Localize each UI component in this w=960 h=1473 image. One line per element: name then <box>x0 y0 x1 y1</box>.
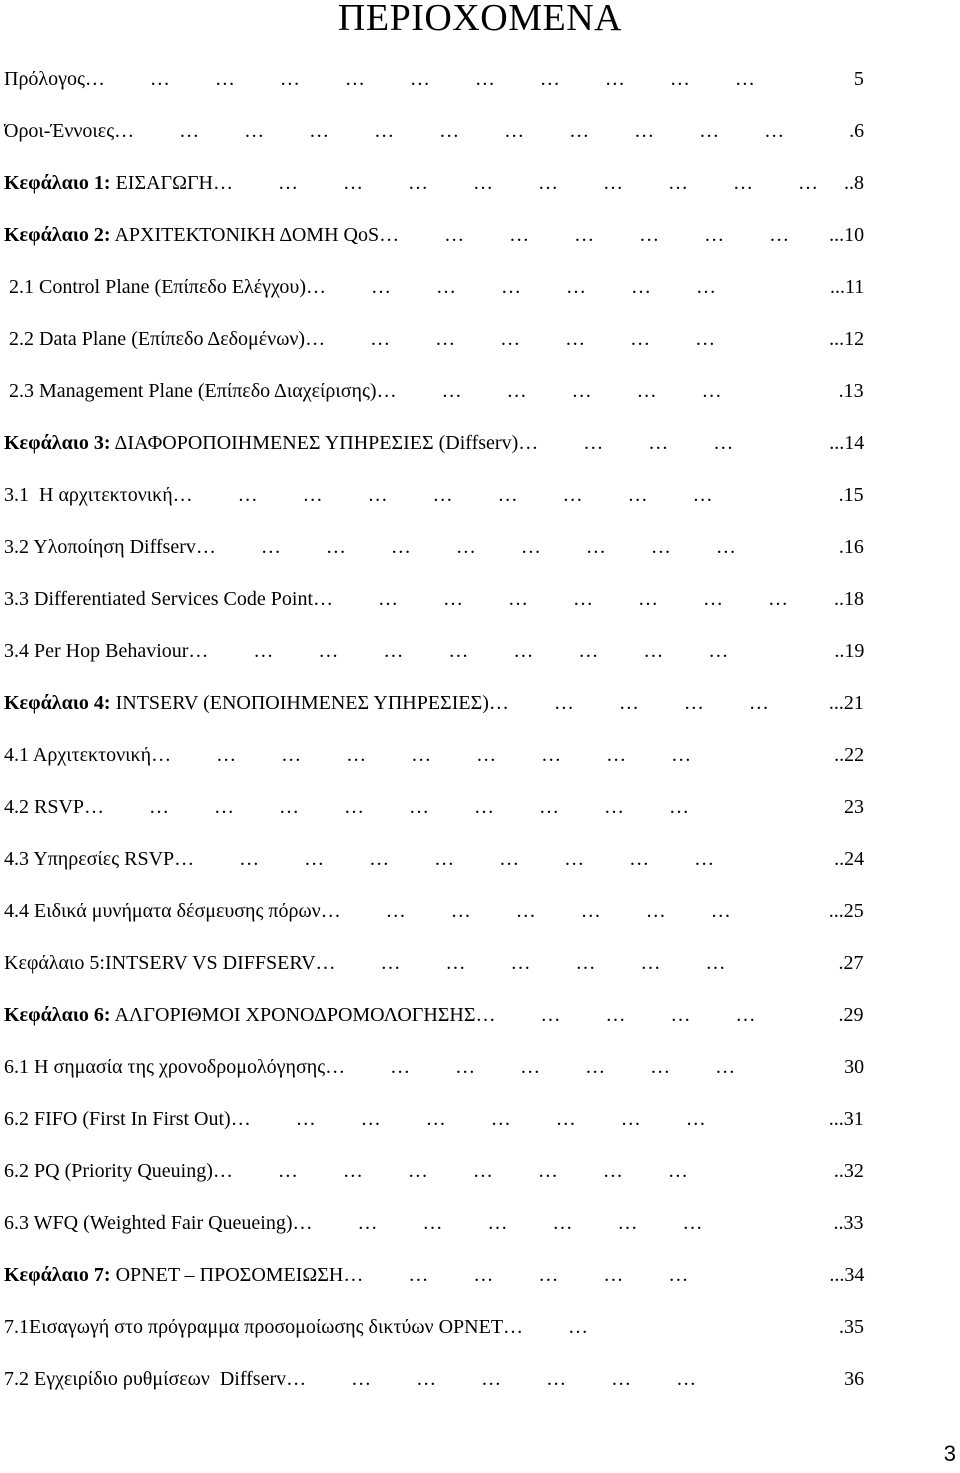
toc-entry-label <box>4 584 313 614</box>
toc-entry-label <box>4 636 188 666</box>
toc-entry-title: Όροι-Έννοιες <box>4 120 115 142</box>
toc-entry-title: 7.2 Εγχειρίδιο ρυθμίσεων Diffserv <box>4 1368 287 1390</box>
toc-entry-title: 6.1 Η σημασία της χρονοδρομολόγησης <box>4 1056 326 1078</box>
toc-chapter-prefix: Κεφάλαιο 4: <box>4 692 111 714</box>
toc-leader-dots: … … … … … … … … … <box>195 536 736 558</box>
toc-leader-dots: … … … … … … … <box>305 328 716 350</box>
toc-entry <box>4 1052 872 1082</box>
toc-page-number: ...25 <box>828 900 864 922</box>
toc-leader-dots: … … … … … … … … … <box>174 848 715 870</box>
toc-entry <box>4 116 872 146</box>
toc-chapter-prefix: Κεφάλαιο 2: <box>4 224 111 246</box>
toc-chapter-prefix: Κεφάλαιο 3: <box>4 432 111 454</box>
toc-entry <box>4 1104 872 1134</box>
toc-entry-label <box>4 116 114 146</box>
toc-entry <box>4 428 872 458</box>
toc-page-number: ..22 <box>834 744 865 766</box>
toc-entry-title: ΔΙΑΦΟΡΟΠΟΙΗΜΕΝΕΣ ΥΠΗΡΕΣΙΕΣ (Diffserv) <box>110 432 519 454</box>
toc-entry-title: 6.2 PQ (Priority Queuing) <box>4 1160 213 1182</box>
toc-entry <box>4 688 872 718</box>
toc-entry <box>4 1208 872 1238</box>
toc-page-number: ..19 <box>834 640 865 662</box>
toc-entry-title: 3.2 Υλοποίηση Diffserv <box>4 536 196 558</box>
toc-entry-title: 2.1 Control Plane (Επίπεδο Ελέγχου) <box>4 276 306 298</box>
toc-leader-dots: … … … … … … … … <box>313 588 789 610</box>
toc-entry-label <box>4 1208 293 1238</box>
toc-leader-dots: … … … … … … … <box>315 952 726 974</box>
toc-entry-label <box>4 1156 213 1186</box>
toc-entry-label <box>4 376 377 406</box>
toc-entry-title: 6.2 FIFO (First In First Out) <box>4 1108 231 1130</box>
toc-entry-title: 3.4 Per Hop Behaviour <box>4 640 189 662</box>
toc-entry-title: 2.2 Data Plane (Επίπεδο Δεδομένων) <box>4 328 306 350</box>
toc-entry <box>4 64 872 94</box>
toc-leader-dots: … … … … … … … … … … <box>213 172 818 194</box>
toc-entry <box>4 740 872 770</box>
toc-page-number: ...31 <box>828 1108 864 1130</box>
toc-entry-label <box>4 1364 286 1394</box>
toc-entry-label <box>4 428 518 458</box>
toc-entry <box>4 948 872 978</box>
toc-leader-dots: … … … … … … … … … … … <box>84 68 755 90</box>
toc-leader-dots: … … … … … <box>488 692 769 714</box>
toc-page-number: .6 <box>849 120 865 142</box>
toc-leader-dots: … … … … … … <box>343 1264 689 1286</box>
toc-page-number: .15 <box>838 484 864 506</box>
toc-leader-dots: … … … … … … … <box>292 1212 703 1234</box>
toc-leader-dots: … … … … … … … … … <box>188 640 729 662</box>
toc-entry-title: INTSERV (ΕΝΟΠΟΙΗΜΕΝΕΣ ΥΠΗΡΕΣΙΕΣ) <box>110 692 489 714</box>
toc-chapter-prefix: Κεφάλαιο 1: <box>4 172 111 194</box>
toc-entry <box>4 376 872 406</box>
toc-leader-dots: … … … … … <box>475 1004 756 1026</box>
toc-entry-label <box>4 844 174 874</box>
toc-leader-dots: … … … … … … … … … <box>151 744 692 766</box>
page-number: 3 <box>943 1441 956 1466</box>
toc-entry-label <box>4 168 213 198</box>
toc-leader-dots: … … <box>503 1316 589 1338</box>
toc-entry-label <box>4 1312 503 1342</box>
toc-leader-dots: … … … … … … … <box>325 1056 736 1078</box>
toc-entry-title: 4.4 Ειδικά μυνήματα δέσμευσης πόρων <box>4 900 321 922</box>
toc-page-number: .35 <box>839 1316 865 1338</box>
toc-page-number: .29 <box>838 1004 864 1026</box>
toc-entry-title: 4.3 Υπηρεσίες RSVP <box>4 848 175 870</box>
toc-entry-label <box>4 896 321 926</box>
toc-entry <box>4 636 872 666</box>
toc-entry-label <box>4 324 305 354</box>
toc-leader-dots: … … … … … … … <box>286 1368 697 1390</box>
toc-entry-title: ΕΙΣΑΓΩΓΗ <box>110 172 213 194</box>
toc-page-number: ..24 <box>834 848 865 870</box>
toc-leader-dots: … … … … … … <box>376 380 722 402</box>
toc-entry <box>4 480 872 510</box>
toc-entry-label <box>4 220 379 250</box>
toc-leader-dots: … … … … … … … … <box>212 1160 688 1182</box>
toc-entry-title: OPNET – ΠΡΟΣΟΜΕΙΩΣΗ <box>110 1264 344 1286</box>
toc-entry-title: 7.1Εισαγωγή στο πρόγραμμα προσομοίωσης δικτύων OPNET <box>4 1316 504 1338</box>
toc-entry-label <box>4 948 316 978</box>
toc-entry-label <box>4 480 173 510</box>
toc-page-number: .27 <box>838 952 864 974</box>
toc-entry <box>4 1312 872 1342</box>
toc-entry <box>4 1364 872 1394</box>
toc-entry-title: 3.3 Differentiated Services Code Point <box>4 588 314 610</box>
toc-leader-dots: … … … … … … … <box>379 224 790 246</box>
toc-entry <box>4 1000 872 1030</box>
toc-entry-title: ΑΛΓΟΡΙΘΜΟΙ ΧΡΟΝΟΔΡΟΜΟΛΟΓΗΣΗΣ <box>110 1004 476 1026</box>
toc-entry-label <box>4 532 196 562</box>
toc-entry-label <box>4 792 84 822</box>
toc-entry-label <box>4 1052 325 1082</box>
toc-entry-title: Κεφάλαιο 5:INTSERV VS DIFFSERV <box>4 952 316 974</box>
toc-leader-dots: … … … … … … … <box>320 900 731 922</box>
toc-entry-label <box>4 688 489 718</box>
toc-entry-label <box>4 1000 476 1030</box>
toc-page-number: ..18 <box>834 588 865 610</box>
toc-entry <box>4 324 872 354</box>
toc-entry-label <box>4 1104 231 1134</box>
toc-page-number: ...34 <box>829 1264 865 1286</box>
toc-page-number: .16 <box>838 536 864 558</box>
toc-entry <box>4 272 872 302</box>
toc-entry <box>4 220 872 250</box>
toc-leader-dots: … … … … … … … … … <box>172 484 713 506</box>
toc-page-number: 5 <box>853 68 864 90</box>
toc-entry <box>4 1260 872 1290</box>
toc-entry <box>4 844 872 874</box>
toc-entry-label <box>4 272 306 302</box>
page-title: ΠΕΡΙΟΧΟΜΕΝΑ <box>337 0 623 39</box>
toc-entry <box>4 532 872 562</box>
toc-page-number: ..33 <box>833 1212 864 1234</box>
toc-entry-label <box>4 64 85 94</box>
toc-page-number: ...11 <box>829 276 865 298</box>
toc-entry-label <box>4 740 151 770</box>
toc-leader-dots: … … … … … … … … <box>230 1108 706 1130</box>
toc-page-number: ...12 <box>829 328 865 350</box>
toc-leader-dots: … … … … … … … <box>305 276 716 298</box>
toc-chapter-prefix: Κεφάλαιο 6: <box>4 1004 111 1026</box>
toc-page-number: ..32 <box>833 1160 864 1182</box>
toc-leader-dots: … … … … … … … … … … … <box>114 120 785 142</box>
toc-page-number: ...10 <box>829 224 865 246</box>
toc-page-number: .13 <box>838 380 864 402</box>
toc-entry-title: Πρόλογος <box>4 68 85 90</box>
toc-entry-title: 3.1 Η αρχιτεκτονική <box>4 484 173 506</box>
toc-page-number: ...14 <box>829 432 865 454</box>
toc-page-number: ..8 <box>844 172 864 194</box>
toc-entry-title: 4.2 RSVP <box>4 796 85 818</box>
toc-page-number: 36 <box>844 1368 865 1390</box>
toc-leader-dots: … … … … … … … … … … <box>84 796 690 818</box>
toc-page-number: ...21 <box>828 692 864 714</box>
toc-entry <box>4 896 872 926</box>
toc-entry-title: 4.1 Αρχιτεκτονική <box>4 744 152 766</box>
toc-entry-title: ΑΡΧΙΤΕΚΤΟΝΙΚΗ ΔΟΜΗ QoS <box>110 224 380 246</box>
toc-entry <box>4 1156 872 1186</box>
toc-entry <box>4 792 872 822</box>
toc-entry <box>4 584 872 614</box>
toc-page-number: 30 <box>844 1056 865 1078</box>
toc-chapter-prefix: Κεφάλαιο 7: <box>4 1264 111 1286</box>
toc-entry-title: 6.3 WFQ (Weighted Fair Queueing) <box>4 1212 293 1234</box>
toc-entry-title: 2.3 Management Plane (Επίπεδο Διαχείρισης) <box>4 380 377 402</box>
toc-page-number: 23 <box>844 796 865 818</box>
toc-entry-label <box>4 1260 343 1290</box>
toc-entry <box>4 168 872 198</box>
toc-leader-dots: … … … … <box>518 432 734 454</box>
